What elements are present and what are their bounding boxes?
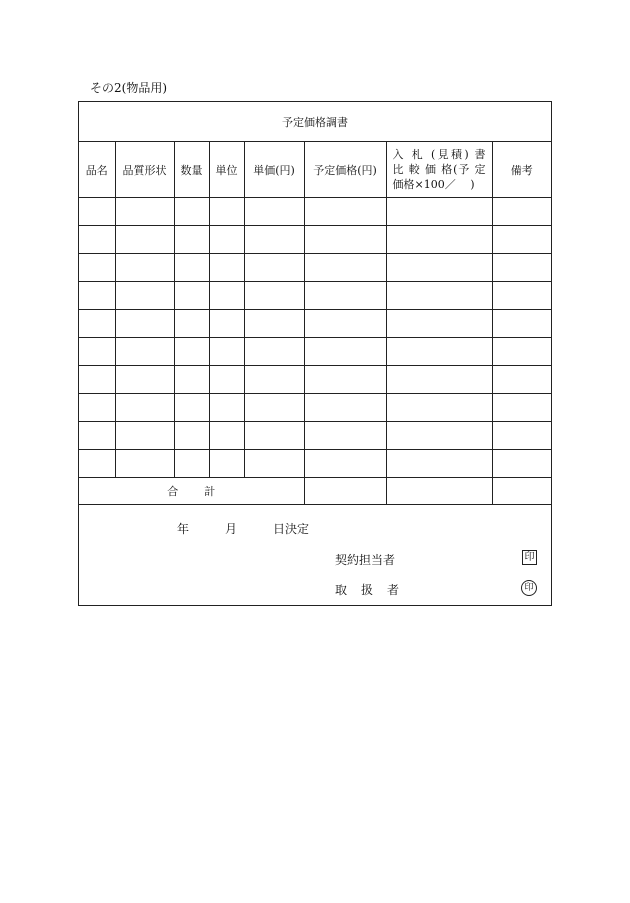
remarks-cell[interactable] — [492, 282, 551, 310]
spec-cell[interactable] — [115, 366, 174, 394]
item-name-cell[interactable] — [79, 310, 115, 338]
planned-price-cell[interactable] — [304, 226, 386, 254]
unit-price-cell[interactable] — [244, 226, 304, 254]
column-header-remarks: 備考 — [492, 142, 551, 198]
unit-cell[interactable] — [209, 198, 244, 226]
spec-cell[interactable] — [115, 450, 174, 478]
unit-price-cell[interactable] — [244, 450, 304, 478]
column-header-item-name: 品名 — [79, 142, 115, 198]
comparison-cell[interactable] — [386, 282, 492, 310]
approval-section — [79, 506, 551, 605]
column-header-spec: 品質形状 — [115, 142, 174, 198]
comparison-cell[interactable] — [386, 310, 492, 338]
contract-officer-label: 契約担当者 — [335, 553, 396, 567]
unit-price-cell[interactable] — [244, 366, 304, 394]
comparison-cell[interactable] — [386, 338, 492, 366]
item-name-cell[interactable] — [79, 226, 115, 254]
spec-cell[interactable] — [115, 310, 174, 338]
planned-price-cell[interactable] — [304, 310, 386, 338]
column-header-comparison-price — [386, 142, 492, 198]
quantity-cell[interactable] — [174, 422, 209, 450]
table-row — [79, 198, 551, 226]
column-header-unit: 単位 — [209, 142, 244, 198]
total-remarks-cell[interactable] — [492, 478, 551, 505]
comparison-cell[interactable] — [386, 422, 492, 450]
comparison-cell[interactable] — [386, 366, 492, 394]
unit-cell[interactable] — [209, 338, 244, 366]
column-header-quantity: 数量 — [174, 142, 209, 198]
spec-cell[interactable] — [115, 226, 174, 254]
remarks-cell[interactable] — [492, 394, 551, 422]
total-label-part-1: 合 — [167, 485, 179, 498]
quantity-cell[interactable] — [174, 198, 209, 226]
total-planned-price-cell[interactable] — [304, 478, 386, 505]
item-name-cell[interactable] — [79, 254, 115, 282]
table-row — [79, 310, 551, 338]
month-label: 月 — [225, 522, 238, 536]
unit-cell[interactable] — [209, 394, 244, 422]
quantity-cell[interactable] — [174, 254, 209, 282]
quantity-cell[interactable] — [174, 366, 209, 394]
year-label: 年 — [177, 522, 190, 536]
table-row — [79, 450, 551, 478]
unit-price-cell[interactable] — [244, 282, 304, 310]
unit-cell[interactable] — [209, 422, 244, 450]
remarks-cell[interactable] — [492, 422, 551, 450]
unit-price-cell[interactable] — [244, 198, 304, 226]
spec-cell[interactable] — [115, 422, 174, 450]
comparison-header-line-3: 価格×100／ ) — [392, 178, 475, 191]
quantity-cell[interactable] — [174, 310, 209, 338]
unit-price-cell[interactable] — [244, 310, 304, 338]
contract-officer-line — [335, 551, 395, 568]
quantity-cell[interactable] — [174, 226, 209, 254]
unit-cell[interactable] — [209, 310, 244, 338]
table-row — [79, 226, 551, 254]
spec-cell[interactable] — [115, 254, 174, 282]
unit-cell[interactable] — [209, 226, 244, 254]
remarks-cell[interactable] — [492, 450, 551, 478]
unit-price-cell[interactable] — [244, 394, 304, 422]
item-name-cell[interactable] — [79, 394, 115, 422]
item-name-cell[interactable] — [79, 450, 115, 478]
remarks-cell[interactable] — [492, 254, 551, 282]
comparison-cell[interactable] — [386, 450, 492, 478]
column-header-planned-price: 予定価格(円) — [304, 142, 386, 198]
table-row — [79, 338, 551, 366]
spec-cell[interactable] — [115, 394, 174, 422]
spec-cell[interactable] — [115, 338, 174, 366]
spec-cell[interactable] — [115, 198, 174, 226]
planned-price-table — [79, 102, 551, 505]
handler-label-part-3: 者 — [387, 583, 400, 597]
remarks-cell[interactable] — [492, 198, 551, 226]
total-comparison-cell[interactable] — [386, 478, 492, 505]
estimate-form — [78, 101, 552, 606]
comparison-header-line-1: 入 札 (見積) 書 — [392, 148, 486, 161]
planned-price-cell[interactable] — [304, 282, 386, 310]
remarks-cell[interactable] — [492, 338, 551, 366]
planned-price-cell[interactable] — [304, 338, 386, 366]
item-name-cell[interactable] — [79, 282, 115, 310]
table-row — [79, 282, 551, 310]
day-decision-label: 日決定 — [273, 522, 310, 536]
planned-price-cell[interactable] — [304, 198, 386, 226]
planned-price-cell[interactable] — [304, 366, 386, 394]
item-name-cell[interactable] — [79, 422, 115, 450]
item-name-cell[interactable] — [79, 366, 115, 394]
planned-price-cell[interactable] — [304, 394, 386, 422]
unit-cell[interactable] — [209, 366, 244, 394]
item-name-cell[interactable] — [79, 198, 115, 226]
remarks-cell[interactable] — [492, 310, 551, 338]
comparison-cell[interactable] — [386, 394, 492, 422]
table-body — [79, 198, 551, 478]
table-row — [79, 254, 551, 282]
item-name-cell[interactable] — [79, 338, 115, 366]
unit-price-cell[interactable] — [244, 338, 304, 366]
decision-date — [177, 520, 309, 537]
total-label-part-2: 計 — [204, 485, 216, 498]
handler-line — [335, 581, 399, 598]
remarks-cell[interactable] — [492, 226, 551, 254]
table-row — [79, 422, 551, 450]
planned-price-cell[interactable] — [304, 422, 386, 450]
quantity-cell[interactable] — [174, 450, 209, 478]
planned-price-cell[interactable] — [304, 254, 386, 282]
column-header-unit-price: 単価(円) — [244, 142, 304, 198]
total-label — [79, 478, 304, 505]
comparison-cell[interactable] — [386, 198, 492, 226]
handler-label-part-2: 扱 — [361, 583, 374, 597]
table-row — [79, 394, 551, 422]
table-title: 予定価格調書 — [79, 102, 551, 142]
unit-price-cell[interactable] — [244, 254, 304, 282]
unit-price-cell[interactable] — [244, 422, 304, 450]
comparison-cell[interactable] — [386, 226, 492, 254]
unit-cell[interactable] — [209, 254, 244, 282]
unit-cell[interactable] — [209, 282, 244, 310]
spec-cell[interactable] — [115, 282, 174, 310]
seal-circle-icon: 印 — [521, 580, 537, 596]
quantity-cell[interactable] — [174, 338, 209, 366]
handler-label-part-1: 取 — [335, 583, 348, 597]
table-row — [79, 366, 551, 394]
comparison-cell[interactable] — [386, 254, 492, 282]
planned-price-cell[interactable] — [304, 450, 386, 478]
comparison-header-line-2: 比 較 価 格(予 定 — [392, 163, 486, 176]
quantity-cell[interactable] — [174, 394, 209, 422]
remarks-cell[interactable] — [492, 366, 551, 394]
document-label: その2(物品用) — [90, 81, 167, 95]
unit-cell[interactable] — [209, 450, 244, 478]
quantity-cell[interactable] — [174, 282, 209, 310]
seal-square-icon: 印 — [522, 550, 537, 565]
